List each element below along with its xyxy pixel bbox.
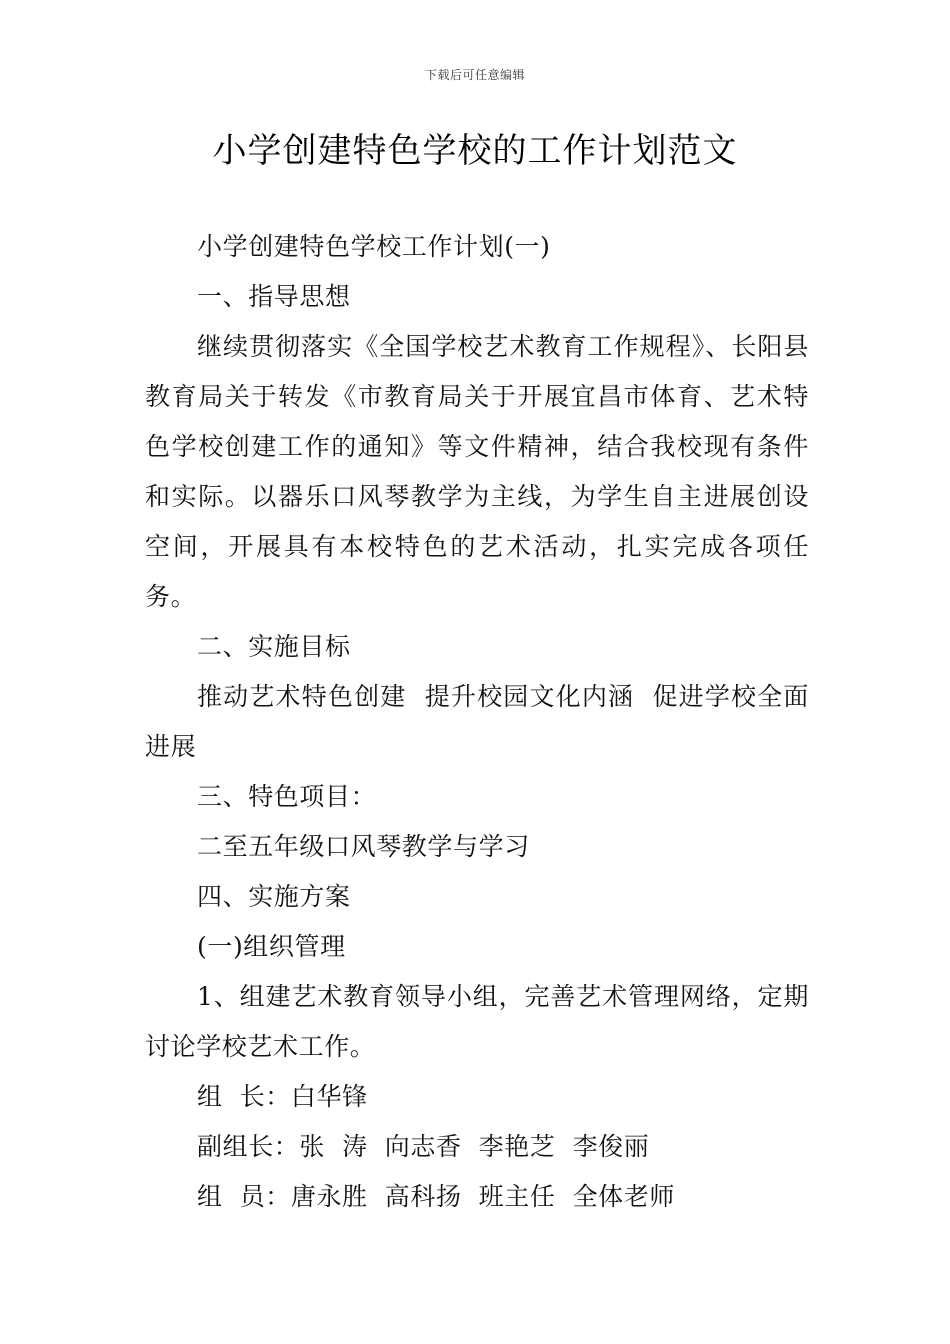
- document-body: [145, 222, 809, 1222]
- members-line: 组 员：唐永胜 高科扬 班主任 全体老师: [197, 1182, 675, 1211]
- paragraph-featured-projects: 二至五年级口风琴教学与学习: [197, 832, 530, 861]
- section-subtitle: 小学创建特色学校工作计划(一): [197, 232, 551, 261]
- leader-line: 组 长：白华锋: [197, 1082, 368, 1111]
- heading-featured-projects: 三、特色项目：: [197, 782, 377, 811]
- heading-implementation-plan: 四、实施方案: [197, 882, 351, 911]
- paragraph-guiding-ideology: 继续贯彻落实《全国学校艺术教育工作规程》、长阳县教育局关于转发《市教育局关于开展宜昌市体育、艺术特色学校创建工作的通知》等文件精神，结合我校现有条件和实际。以器乐口风琴教学为主线，为学生自主进展创设空间，开展具有本校特色的艺术活动，扎实完成各项任务。: [145, 332, 809, 611]
- heading-implementation-goals: 二、实施目标: [197, 632, 351, 661]
- paragraph-leadership-group: 1、组建艺术教育领导小组，完善艺术管理网络，定期讨论学校艺术工作。: [145, 982, 809, 1061]
- deputy-leader-line: 副组长：张 涛 向志香 李艳芝 李俊丽: [197, 1132, 650, 1161]
- subheading-organization-management: (一)组织管理: [197, 932, 346, 961]
- heading-guiding-ideology: 一、指导思想: [197, 282, 351, 311]
- document-title: 小学创建特色学校的工作计划范文: [212, 131, 738, 171]
- page-header-note: 下载后可任意编辑: [424, 68, 525, 82]
- paragraph-implementation-goals: 推动艺术特色创建 提升校园文化内涵 促进学校全面进展: [145, 682, 809, 761]
